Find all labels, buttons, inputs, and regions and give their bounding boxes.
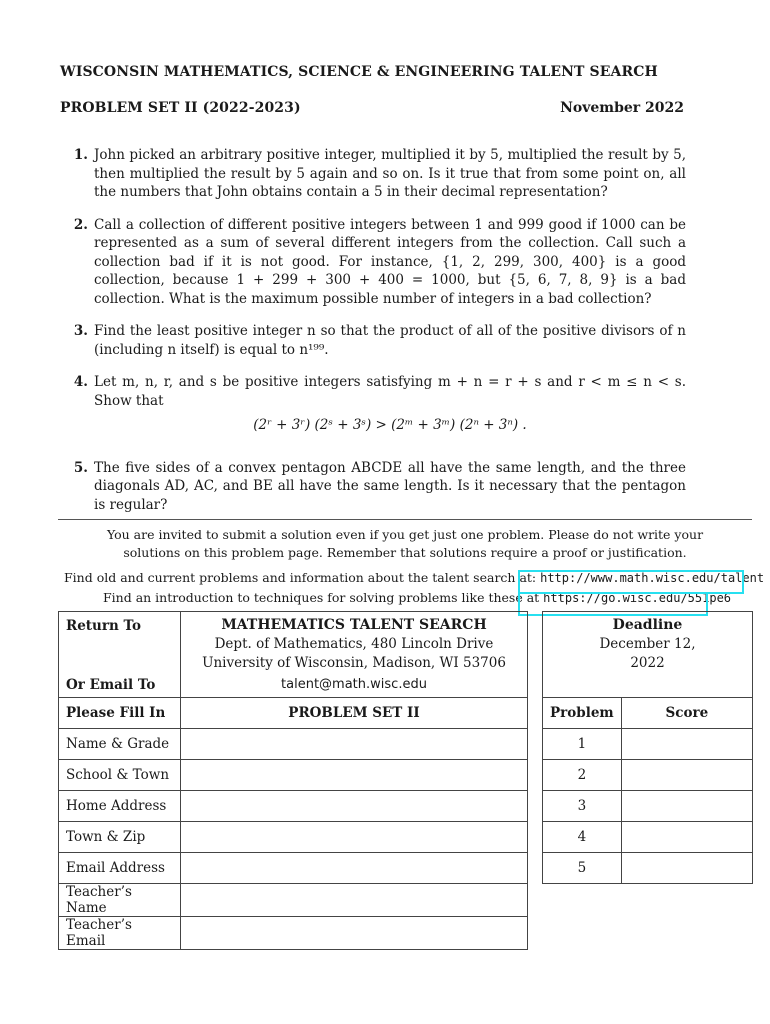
problem-text: John picked an arbitrary positive integer, multiplied it by 5, multiplied the result by 5, then multiplied the result by 5 again and so on. Is it true that from some point on, all the numbers that John obtains contain a 5 in their decimal representation? (94, 147, 686, 200)
problem-number-cell: 2 (543, 760, 622, 791)
field-label: Teacher’s Email (59, 917, 181, 950)
form-row (59, 917, 528, 950)
problem-number-cell: 5 (543, 853, 622, 884)
submission-form-table (58, 611, 528, 950)
score-cell[interactable] (621, 822, 752, 853)
score-row (543, 729, 753, 760)
problem-number: 2. (73, 216, 88, 233)
or-email-to-label: Or Email To (66, 677, 156, 693)
home-address-input[interactable] (181, 791, 528, 822)
invitation-note (80, 526, 730, 562)
school-town-input[interactable] (181, 760, 528, 791)
problem-text-block (94, 373, 686, 445)
problem-number-cell: 1 (543, 729, 622, 760)
invitation-line-2: solutions on this problem page. Remember that solutions require a proof or justification. (123, 545, 687, 560)
form-problem-set-label: PROBLEM SET II (181, 698, 528, 729)
form-row (59, 760, 528, 791)
score-table (542, 611, 753, 884)
score-cell[interactable] (621, 791, 752, 822)
problem-text: Let m, n, r, and s be positive integers satisfying m + n = r + s and r < m ≤ n < s. Show that (94, 374, 686, 409)
problem-set-label: PROBLEM SET II (2022-2023) (60, 100, 301, 116)
problem-item (60, 373, 686, 445)
email-address-input[interactable] (181, 853, 528, 884)
link-highlight-box (518, 570, 744, 594)
teacher-name-input[interactable] (181, 884, 528, 917)
problem-number: 1. (73, 147, 88, 163)
town-zip-input[interactable] (181, 822, 528, 853)
problem-number: 3. (73, 323, 88, 339)
return-to-cell (59, 612, 181, 698)
form-row (59, 884, 528, 917)
score-cell[interactable] (621, 729, 752, 760)
field-label: Teacher’s Name (59, 884, 181, 917)
deadline-date-line-2: 2022 (630, 655, 665, 671)
problem-item (60, 459, 686, 515)
score-row (543, 760, 753, 791)
deadline-label: Deadline (612, 617, 683, 633)
deadline-date-line-1: December 12, (599, 636, 696, 652)
problem-number: 5. (73, 459, 88, 476)
field-label: Home Address (59, 791, 181, 822)
problem-item (60, 146, 686, 202)
problem-inequality: (2ʳ + 3ʳ) (2ˢ + 3ˢ) > (2ᵐ + 3ᵐ) (2ⁿ + 3ⁿ) . (253, 417, 527, 433)
form-row (59, 729, 528, 760)
problem-text: Call a collection of different positive integers between 1 and 999 good if 1000 can be represented as a sum of several different integers from the collection. Call such a collection bad if it is not good. For instance, {1, 2, 299, 300, 400} is a good collection, because 1 + 299 + 300 + 400 = 1000, but {5, 6, 7, 8, 9} is a bad collection. What is the maximum possible number of integers in a bad collection? (94, 216, 686, 307)
problem-number-cell: 3 (543, 791, 622, 822)
problem-column-header: Problem (543, 698, 622, 729)
submission-email[interactable]: talent@math.wisc.edu (281, 677, 427, 692)
teacher-email-input[interactable] (181, 917, 528, 950)
form-row (59, 822, 528, 853)
field-label: Name & Grade (59, 729, 181, 760)
score-cell[interactable] (621, 853, 752, 884)
techniques-link[interactable]: https://go.wisc.edu/551pe6 (543, 591, 732, 605)
deadline-cell (543, 612, 753, 698)
field-label: Email Address (59, 853, 181, 884)
org-address-line-1: Dept. of Mathematics, 480 Lincoln Drive (214, 636, 494, 652)
document-date: November 2022 (560, 100, 684, 116)
problem-text: The five sides of a convex pentagon ABCDE all have the same length, and the three diagonals AD, AC, and BE all have the same length. Is it necessary that the pentagon is regular? (94, 459, 686, 513)
invitation-line-1: You are invited to submit a solution even if you get just one problem. Please do not write your (106, 527, 704, 542)
problem-item (60, 216, 686, 309)
name-grade-input[interactable] (181, 729, 528, 760)
problem-list (60, 146, 686, 528)
score-row (543, 791, 753, 822)
form-row (59, 853, 528, 884)
talent-search-link[interactable]: http://www.math.wisc.edu/talent (540, 571, 765, 585)
score-row (543, 822, 753, 853)
info-text-1: Find old and current problems and information about the talent search at: (64, 570, 541, 585)
form-row (59, 791, 528, 822)
problem-number-cell: 4 (543, 822, 622, 853)
score-column-header: Score (621, 698, 752, 729)
mailing-address-cell (181, 612, 528, 698)
return-to-label: Return To (66, 618, 141, 634)
info-text-2: Find an introduction to techniques for solving problems like these at (103, 590, 544, 605)
please-fill-in-label: Please Fill In (59, 698, 181, 729)
problem-item (60, 322, 686, 359)
field-label: Town & Zip (59, 822, 181, 853)
score-row (543, 853, 753, 884)
document-title: WISCONSIN MATHEMATICS, SCIENCE & ENGINEERING TALENT SEARCH (60, 64, 658, 80)
problem-text: Find the least positive integer n so that the product of all of the positive divisors of n (including n itself) is equal to n¹⁹⁹. (94, 323, 686, 358)
org-title: MATHEMATICS TALENT SEARCH (221, 617, 487, 633)
problem-number: 4. (73, 374, 88, 390)
section-divider (58, 519, 752, 520)
org-address-line-2: University of Wisconsin, Madison, WI 53706 (202, 655, 506, 671)
field-label: School & Town (59, 760, 181, 791)
score-cell[interactable] (621, 760, 752, 791)
